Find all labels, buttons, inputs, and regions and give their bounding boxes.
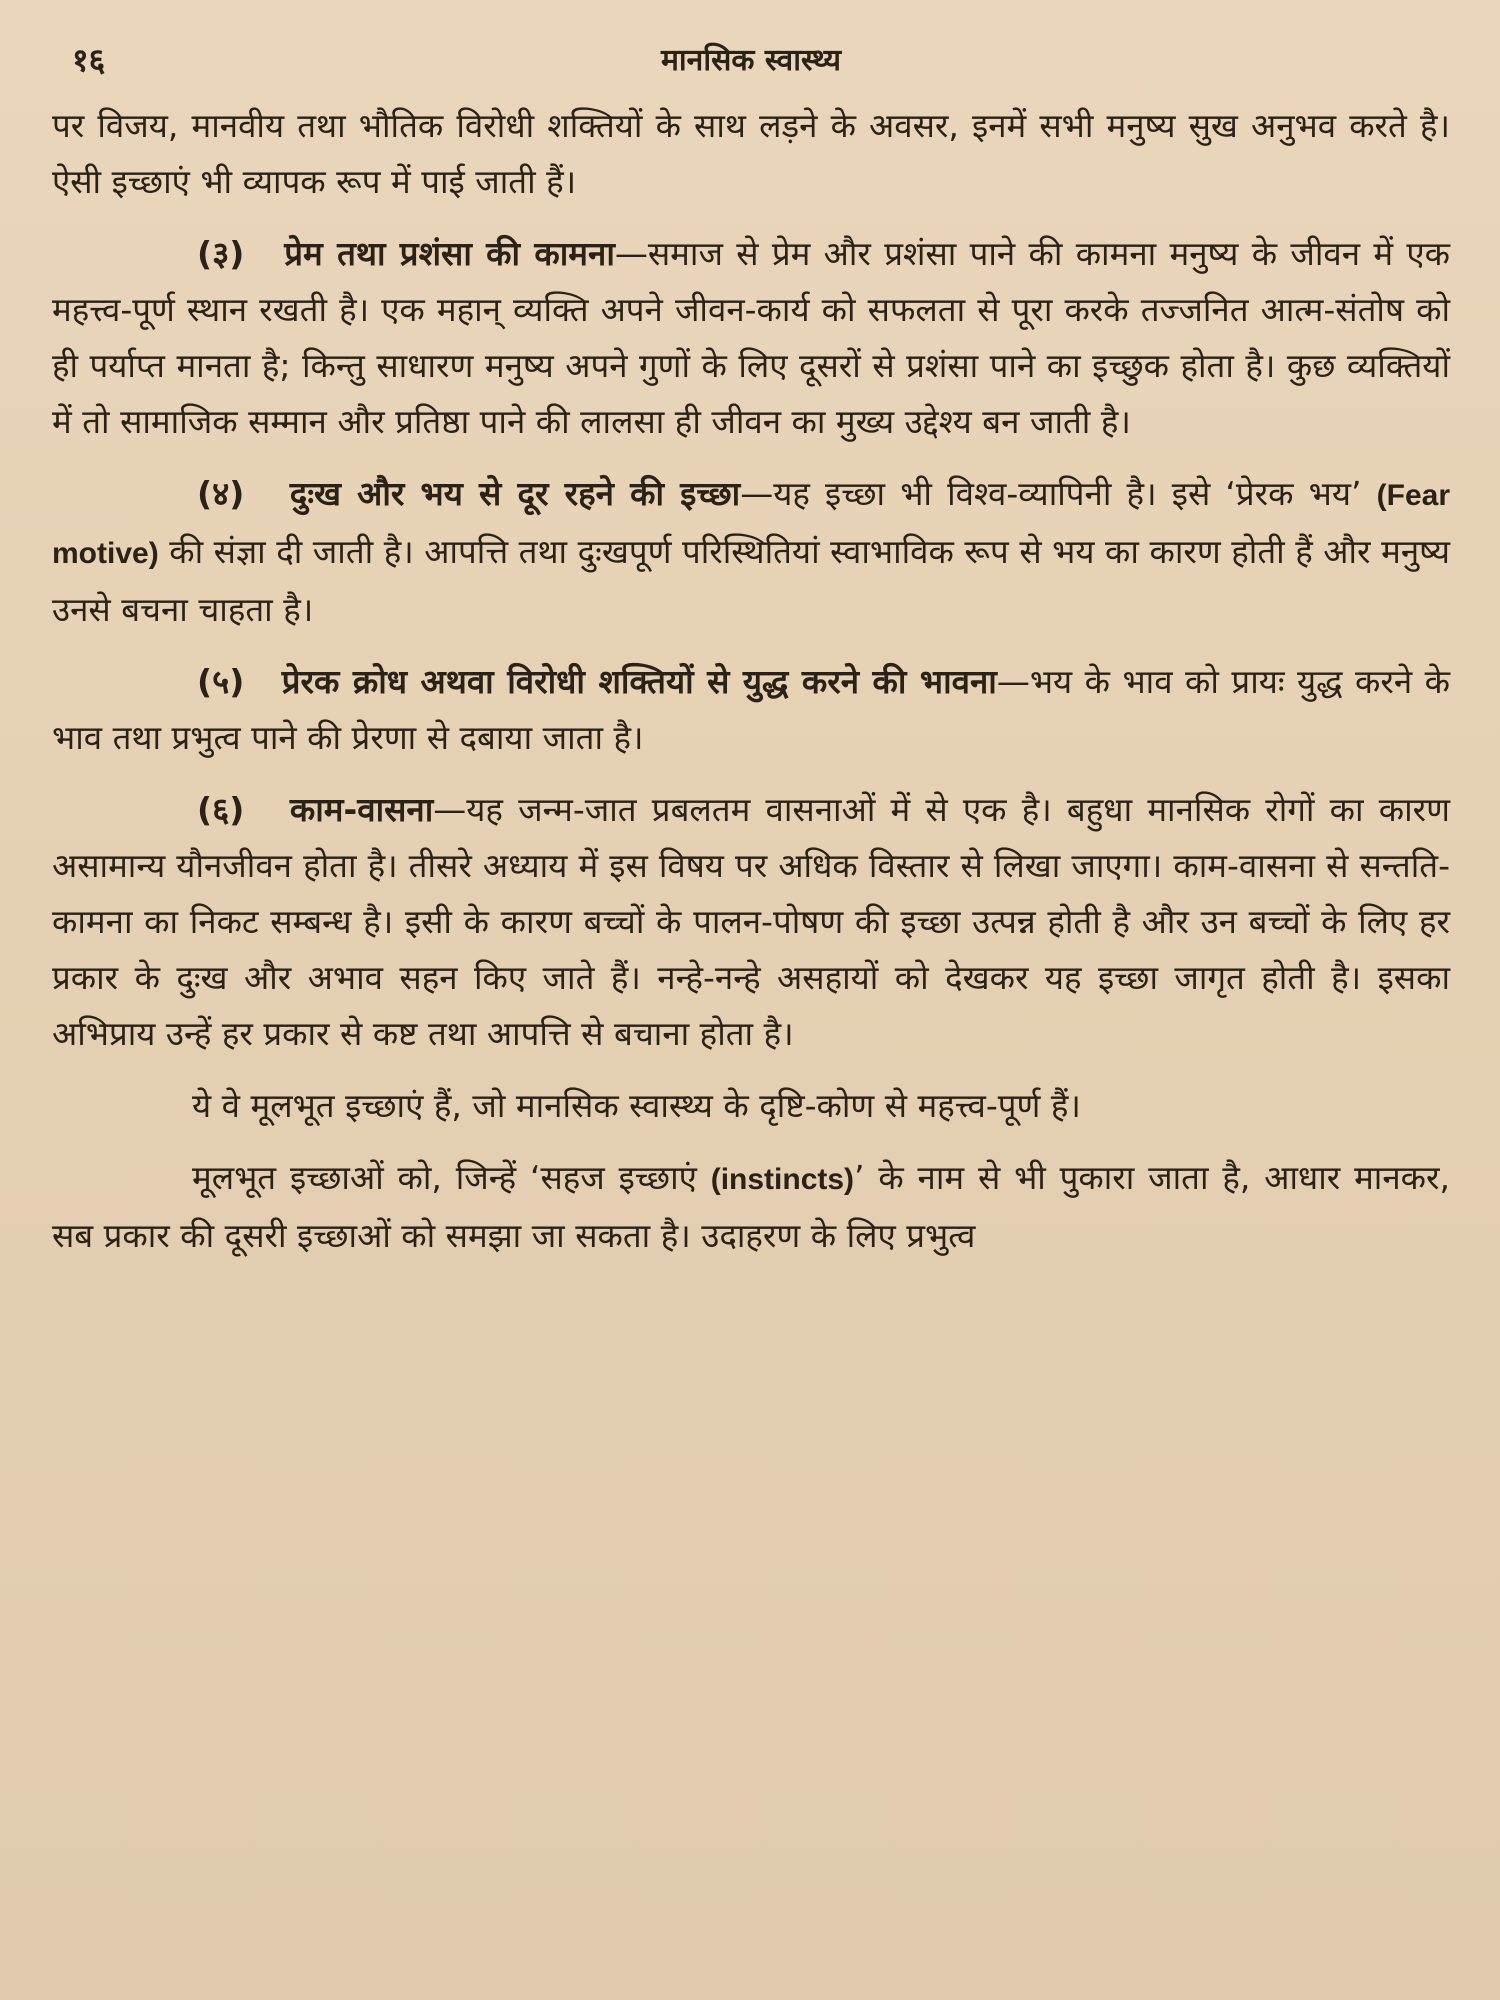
english-term: (Fear motive)	[52, 479, 1451, 570]
paragraph-term: प्रेरक क्रोध अथवा विरोधी शक्तियों से युद्ध करने की भावना	[281, 662, 997, 701]
paragraph-text: —समाज से प्रेम और प्रशंसा पाने की कामना मनुष्य के जीवन में एक महत्त्व-पूर्ण स्थान रखती है। एक महान् व्यक्ति अपने जीवन-कार्य को सफलता से पूरा करके तज्जनित आत्म-संतोष को ही पर्याप्त मानता है; किन्तु साधारण मनुष्य अपने गुणों के लिए दूसरों से प्रशंसा पाने का इच्छुक होता है। कुछ व्यक्तियों में तो सामाजिक सम्मान और प्रतिष्ठा पाने की लालसा ही जीवन का मुख्य उद्देश्य बन जाती है।	[52, 234, 1450, 441]
paragraph-text: की संज्ञा दी जाती है। आपत्ति तथा दुःखपूर्ण परिस्थितियां स्वाभाविक रूप से भय का कारण होती हैं और मनुष्य उनसे बचना चाहता है।	[52, 532, 1450, 629]
paragraph-anger	[52, 654, 1450, 766]
paragraph-number: (३)	[197, 234, 245, 273]
paragraph-text: —यह इच्छा भी विश्व-व्यापिनी है। इसे ‘प्रेरक भय’	[740, 474, 1377, 513]
paragraph-text: ये वे मूलभूत इच्छाएं हैं, जो मानसिक स्वास्थ्य के दृष्टि-कोण से महत्त्व-पूर्ण हैं।	[192, 1086, 1081, 1125]
paragraph-term: प्रेम तथा प्रशंसा की कामना	[284, 234, 615, 273]
paragraph-summary	[52, 1078, 1450, 1134]
paragraph-number: (४)	[197, 474, 245, 513]
page-number: १६	[72, 41, 106, 79]
paragraph-text: —भय के भाव को प्रायः युद्ध करने के भाव तथा प्रभुत्व पाने की प्रेरणा से दबाया जाता है।	[52, 662, 1450, 757]
paragraph-number: (५)	[197, 662, 245, 701]
paragraph-text: पर विजय, मानवीय तथा भौतिक विरोधी शक्तियों के साथ लड़ने के अवसर, इनमें सभी मनुष्य सुख अनुभव करते है। ऐसी इच्छाएं भी व्यापक रूप में पाई जाती हैं।	[52, 106, 1450, 201]
paragraph-love-praise	[52, 226, 1450, 450]
paragraph-fear	[52, 466, 1450, 638]
body-text	[52, 98, 1450, 1264]
paragraph-term: दुःख और भय से दूर रहने की इच्छा	[289, 474, 741, 513]
paragraph-instincts	[52, 1150, 1450, 1264]
running-head	[52, 38, 1450, 98]
paragraph-number: (६)	[197, 790, 245, 829]
paragraph-desire	[52, 782, 1450, 1062]
running-title: मानसिक स्वास्थ्य	[660, 43, 842, 78]
paragraph-text: मूलभूत इच्छाओं को, जिन्हें ‘सहज इच्छाएं	[192, 1158, 711, 1197]
paragraph-continuation	[52, 98, 1450, 210]
paragraph-term: काम-वासना	[289, 790, 434, 829]
paragraph-text: —यह जन्म-जात प्रबलतम वासनाओं में से एक है। बहुधा मानसिक रोगों का कारण असामान्य यौनजीवन होता है। तीसरे अध्याय में इस विषय पर अधिक विस्तार से लिखा जाएगा। काम-वासना से सन्तति-कामना का निकट सम्बन्ध है। इसी के कारण बच्चों के पालन-पोषण की इच्छा उत्पन्न होती है और उन बच्चों के लिए हर प्रकार के दुःख और अभाव सहन किए जाते हैं। नन्हे-नन्हे असहायों को देखकर यह इच्छा जागृत होती है। इसका अभिप्राय उन्हें हर प्रकार से कष्ट तथा आपत्ति से बचाना होता है।	[52, 790, 1450, 1053]
english-term: (instincts)	[710, 1163, 855, 1196]
paragraph-text: ’ के नाम से भी पुकारा जाता है, आधार मानकर, सब प्रकार की दूसरी इच्छाओं को समझा जा सकता है। उदाहरण के लिए प्रभुत्व	[52, 1158, 1451, 1255]
